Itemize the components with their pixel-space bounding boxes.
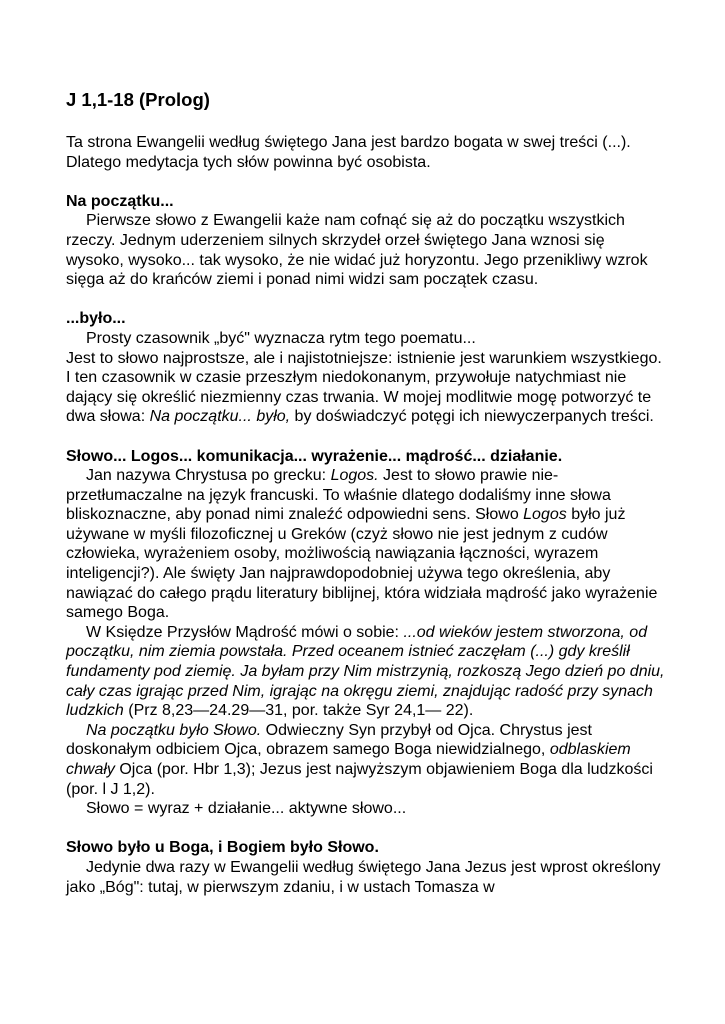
paragraph: Pierwsze słowo z Ewangelii każe nam cofnąć się aż do początku wszystkich rzeczy. Jednym uderzeniem silnych skrzydeł orzeł świętego Jana wznosi się wysoko, wysoko... tak wysoko, że nie widać już horyzontu. Jego przenikliwy wzrok sięga aż do krańców ziemi i ponad nimi widzi sam początek czasu. <box>66 212 648 289</box>
text-run: by doświadczyć potęgi ich niewyczerpanych treści. <box>290 408 654 426</box>
italic-text: odblaskiem chwały <box>66 741 631 778</box>
paragraph <box>66 623 666 721</box>
paragraph: Prosty czasownik „być" wyznacza rytm tego poematu... <box>86 329 476 347</box>
text-run: było już używane w myśli filozoficznej u Greków (czyż słowo nie jest jednym z cudów człowieka, wyrażeniem osoby, możliwością nawiązania łączności, wyrazem inteligencji?). Ale święty Jan najprawdopodobniej używa tego określenia, aby nawiązać do całego prądu literatury biblijnej, która widziała mądrość jako wyrażenie samego Boga. <box>66 506 658 622</box>
italic-quote: ...od wieków jestem stworzona, od początku, nim ziemia powstała. Przed oceanem istnieć zaczęłam (...) gdy kreślił fundamenty pod ziemię. Ja byłam przy Nim mistrzynią, rozkoszą Jego dzień po dniu, cały czas igrając przed Nim, igrając na okręgu ziemi, znajdując radość przy synach ludzkich <box>66 623 665 720</box>
document-page <box>66 88 666 897</box>
text-run: Ojca (por. Hbr 1,3); Jezus jest najwyższym objawieniem Boga dla ludzkości (por. l J 1,2). <box>66 761 653 798</box>
text-run: W Księdze Przysłów Mądrość mówi o sobie: <box>86 623 404 641</box>
paragraph <box>66 721 666 799</box>
section-heading-was: ...było... <box>66 310 126 328</box>
paragraph <box>66 466 666 623</box>
text-run: Jest to słowo najprostsze, ale i najistotniejsze: istnienie jest warunkiem wszystkiego. I ten czasownik w czasie przeszłym niedokonanym, przywołuje natychmiast nie dający się określić niezmienny czas trwania. W mojej modlitwie mogę potworzyć te dwa słowa: <box>66 349 662 426</box>
italic-text: Na początku... było, <box>149 408 291 426</box>
italic-text: Logos <box>523 506 567 524</box>
intro-paragraph: Ta strona Ewangelii według świętego Jana jest bardzo bogata w swej treści (...). Dlatego medytacja tych słów powinna być osobista. <box>66 134 631 171</box>
italic-text: Logos. <box>330 467 379 485</box>
page-title: J 1,1-18 (Prolog) <box>66 89 210 110</box>
paragraph: Słowo = wyraz + działanie... aktywne słowo... <box>86 800 407 818</box>
text-run: Odwieczny Syn przybył od Ojca. Chrystus jest doskonałym odbiciem Ojca, obrazem samego Boga niewidzialnego, <box>66 721 592 759</box>
text-run: Jan nazywa Chrystusa po grecku: <box>86 467 331 485</box>
text-run: Jest to słowo prawie nie-przetłumaczalne na język francuski. To właśnie dlatego dodaliśmy inne słowa bliskoznaczne, aby ponad nimi znaleźć odpowiedni sens. Słowo <box>66 467 611 524</box>
section-heading-word-with-god: Słowo było u Boga, i Bogiem było Słowo. <box>66 839 379 857</box>
italic-text: Na początku było Słowo. <box>86 721 262 739</box>
section-heading-word: Słowo... Logos... komunikacja... wyrażenie... mądrość... działanie. <box>66 447 563 465</box>
paragraph: Jedynie dwa razy w Ewangelii według świętego Jana Jezus jest wprost określony jako „Bóg": tutaj, w pierwszym zdaniu, i w ustach Tomasza w <box>66 858 661 896</box>
paragraph <box>66 349 666 427</box>
section-heading-beginning: Na początku... <box>66 192 174 210</box>
text-run: (Prz 8,23—24.29—31, por. także Syr 24,1— 22). <box>123 702 474 720</box>
